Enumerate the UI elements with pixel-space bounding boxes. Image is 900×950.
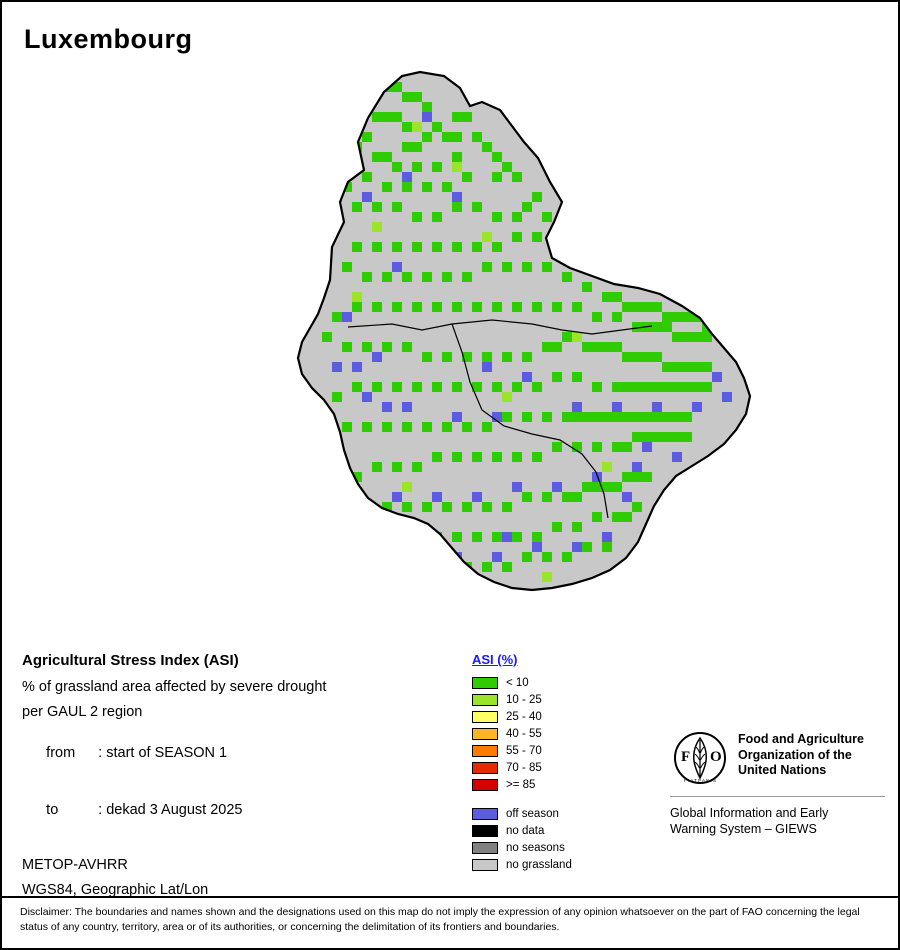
legend-label: 10 - 25 bbox=[506, 693, 542, 706]
legend-item bbox=[472, 839, 652, 856]
fao-logo-icon bbox=[670, 730, 730, 786]
period-from-label: from bbox=[46, 745, 76, 761]
disclaimer-bar bbox=[2, 896, 898, 948]
info-spacer bbox=[22, 843, 452, 857]
map-raster-cells bbox=[152, 62, 772, 622]
legend-swatch-icon bbox=[472, 677, 498, 689]
legend-item bbox=[472, 725, 652, 742]
legend-item bbox=[472, 759, 652, 776]
svg-text:F: F bbox=[681, 749, 691, 765]
asi-description-line1: % of grassland area affected by severe drought bbox=[22, 679, 327, 695]
legend-swatch-icon bbox=[472, 694, 498, 706]
legend-swatch-icon bbox=[472, 779, 498, 791]
legend-item bbox=[472, 805, 652, 822]
legend-label: 55 - 70 bbox=[506, 744, 542, 757]
period-from bbox=[22, 729, 452, 777]
legend-label: no seasons bbox=[506, 841, 565, 854]
fao-org-line2: Organization of the bbox=[738, 747, 852, 762]
luxembourg-asi-map bbox=[152, 62, 772, 622]
giews-name bbox=[670, 805, 885, 838]
map-canvas bbox=[152, 62, 772, 622]
map-info-block bbox=[22, 652, 452, 907]
fao-header bbox=[670, 730, 885, 786]
period-from-value: : start of SEASON 1 bbox=[98, 745, 228, 761]
legend-swatch-icon bbox=[472, 762, 498, 774]
fao-divider bbox=[670, 796, 885, 797]
legend-label: off season bbox=[506, 807, 559, 820]
giews-line1: Global Information and Early bbox=[670, 806, 829, 820]
legend-swatch-icon bbox=[472, 728, 498, 740]
legend-swatch-icon bbox=[472, 842, 498, 854]
legend-swatch-icon bbox=[472, 859, 498, 871]
legend-label: < 10 bbox=[506, 676, 529, 689]
period-to-label: to bbox=[46, 802, 59, 818]
legend-swatch-icon bbox=[472, 808, 498, 820]
page-title: Luxembourg bbox=[24, 24, 193, 54]
period-to-value: : dekad 3 August 2025 bbox=[98, 802, 243, 818]
legend-item bbox=[472, 856, 652, 873]
legend-spacer bbox=[472, 793, 652, 805]
fao-org-line3: United Nations bbox=[738, 763, 827, 778]
sensor-label: METOP-AVHRR bbox=[22, 857, 128, 873]
legend-label: >= 85 bbox=[506, 778, 536, 791]
svg-text:O: O bbox=[710, 749, 722, 765]
legend-swatch-icon bbox=[472, 745, 498, 757]
asi-legend bbox=[472, 652, 652, 873]
legend-item bbox=[472, 822, 652, 839]
asi-heading: Agricultural Stress Index (ASI) bbox=[22, 652, 239, 669]
fao-logo-motto: F I A T P A N I S bbox=[683, 778, 717, 783]
giews-line2: Warning System – GIEWS bbox=[670, 822, 817, 837]
legend-item bbox=[472, 776, 652, 793]
legend-item bbox=[472, 691, 652, 708]
legend-item bbox=[472, 742, 652, 759]
asi-description-line2: per GAUL 2 region bbox=[22, 704, 143, 720]
fao-org-line1: Food and Agriculture bbox=[738, 732, 864, 746]
period-to bbox=[22, 786, 452, 834]
legend-swatch-icon bbox=[472, 825, 498, 837]
legend-item bbox=[472, 708, 652, 725]
legend-label: no grassland bbox=[506, 858, 572, 871]
fao-org-name bbox=[738, 730, 864, 779]
disclaimer-text: Disclaimer: The boundaries and names shown and the designations used on this map do not imply the expression of any opinion whatsoever on the part of FAO concerning the legal status of any country, territory, area or of its authorities, or concerning the delimitation of its frontiers and boundaries. bbox=[20, 906, 860, 934]
legend-label: 25 - 40 bbox=[506, 710, 542, 723]
legend-item bbox=[472, 674, 652, 691]
projection-label: WGS84, Geographic Lat/Lon bbox=[22, 882, 209, 898]
legend-swatch-icon bbox=[472, 711, 498, 723]
legend-label: no data bbox=[506, 824, 545, 837]
legend-label: 70 - 85 bbox=[506, 761, 542, 774]
legend-title: ASI (%) bbox=[472, 652, 518, 667]
legend-label: 40 - 55 bbox=[506, 727, 542, 740]
fao-branding bbox=[670, 730, 885, 838]
